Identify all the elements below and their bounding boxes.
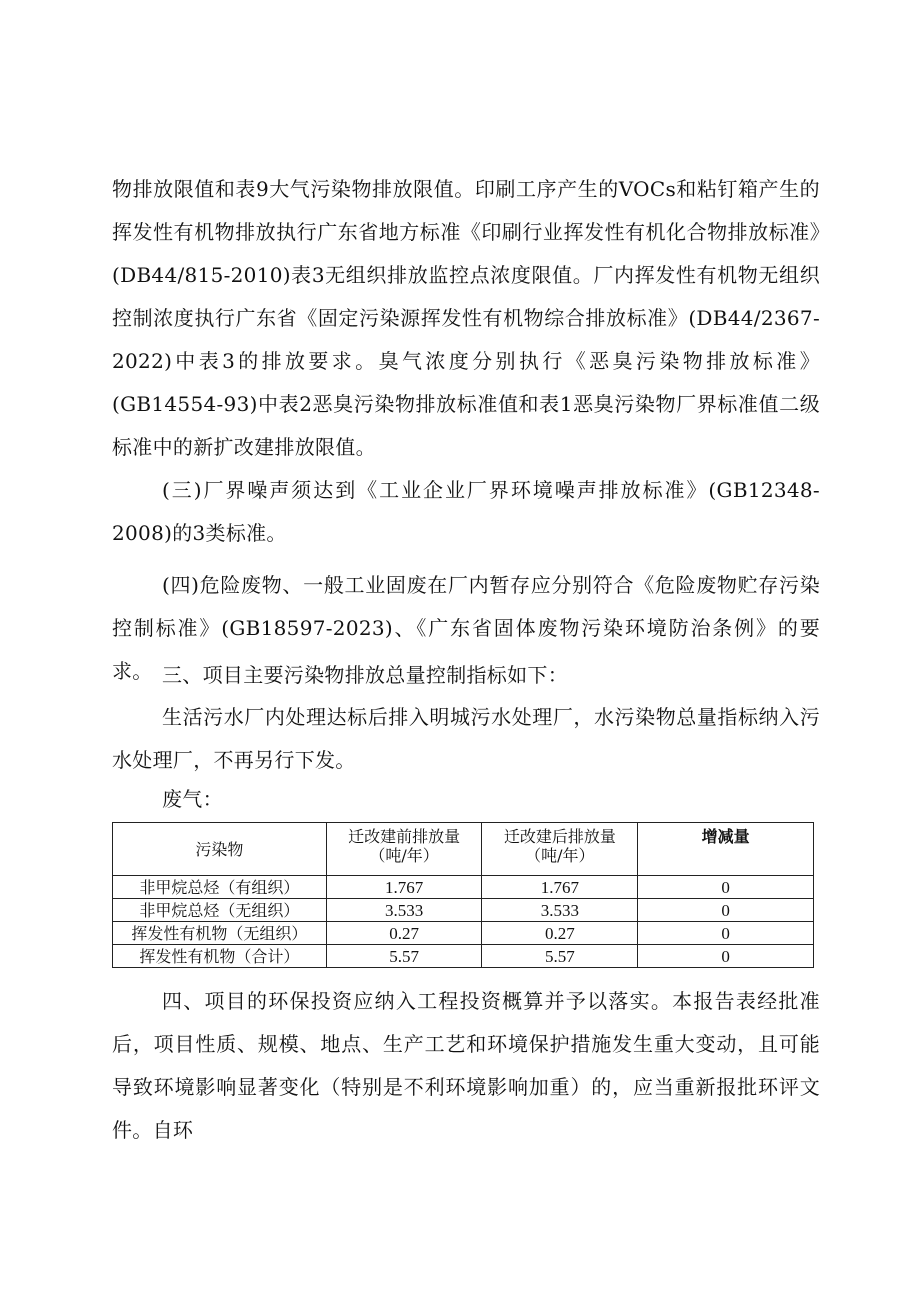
header-change: 增减量 — [638, 823, 814, 876]
table-header-row — [113, 823, 814, 876]
emission-totals-table — [112, 822, 814, 968]
header-before-emission: 迁改建前排放量（吨/年） — [326, 823, 482, 876]
paragraph-wastewater: 生活污水厂内处理达标后排入明城污水处理厂，水污染物总量指标纳入污水处理厂，不再另行下发。 — [112, 705, 820, 772]
cell-change: 0 — [638, 922, 814, 945]
table-row — [113, 876, 814, 899]
cell-before: 5.57 — [326, 945, 482, 968]
paragraph-waste-standard: (四)危险废物、一般工业固废在厂内暂存应分别符合《危险废物贮存污染控制标准》(GB18597-2023)、《广东省固体废物污染环境防治条例》的要求。 — [112, 573, 820, 683]
cell-pollutant: 非甲烷总烃（无组织） — [113, 899, 327, 922]
table-row — [113, 899, 814, 922]
cell-change: 0 — [638, 945, 814, 968]
cell-change: 0 — [638, 899, 814, 922]
table-row — [113, 945, 814, 968]
paragraph-emission-standards: 物排放限值和表9大气污染物排放限值。印刷工序产生的VOCs和粘钉箱产生的挥发性有机物排放执行广东省地方标准《印刷行业挥发性有机化合物排放标准》(DB44/815-2010)表3无组织排放监控点浓度限值。厂内挥发性有机物无组织控制浓度执行广东省《固定污染源挥发性有机物综合排放标准》(DB44/2367-2022)中表3的排放要求。臭气浓度分别执行《恶臭污染物排放标准》(GB14554-93)中表2恶臭污染物排放标准值和表1恶臭污染物厂界标准值二级标准中的新扩改建排放限值。 — [112, 177, 820, 459]
paragraph-noise-standard: (三)厂界噪声须达到《工业企业厂界环境噪声排放标准》(GB12348-2008)的3类标准。 — [112, 478, 820, 545]
header-after-emission: 迁改建后排放量（吨/年） — [482, 823, 638, 876]
header-pollutant: 污染物 — [113, 823, 327, 876]
cell-after: 5.57 — [482, 945, 638, 968]
cell-before: 3.533 — [326, 899, 482, 922]
cell-after: 3.533 — [482, 899, 638, 922]
cell-before: 0.27 — [326, 922, 482, 945]
label-exhaust-gas: 废气： — [162, 787, 223, 811]
cell-pollutant: 挥发性有机物（合计） — [113, 945, 327, 968]
table-row — [113, 922, 814, 945]
cell-after: 1.767 — [482, 876, 638, 899]
cell-pollutant: 非甲烷总烃（有组织） — [113, 876, 327, 899]
cell-before: 1.767 — [326, 876, 482, 899]
section-three-heading: 三、项目主要污染物排放总量控制指标如下： — [162, 663, 568, 687]
cell-pollutant: 挥发性有机物（无组织） — [113, 922, 327, 945]
cell-change: 0 — [638, 876, 814, 899]
cell-after: 0.27 — [482, 922, 638, 945]
paragraph-environmental-investment: 四、项目的环保投资应纳入工程投资概算并予以落实。本报告表经批准后，项目性质、规模、地点、生产工艺和环境保护措施发生重大变动，且可能导致环境影响显著变化（特别是不利环境影响加重）的，应当重新报批环评文件。自环 — [112, 989, 820, 1142]
